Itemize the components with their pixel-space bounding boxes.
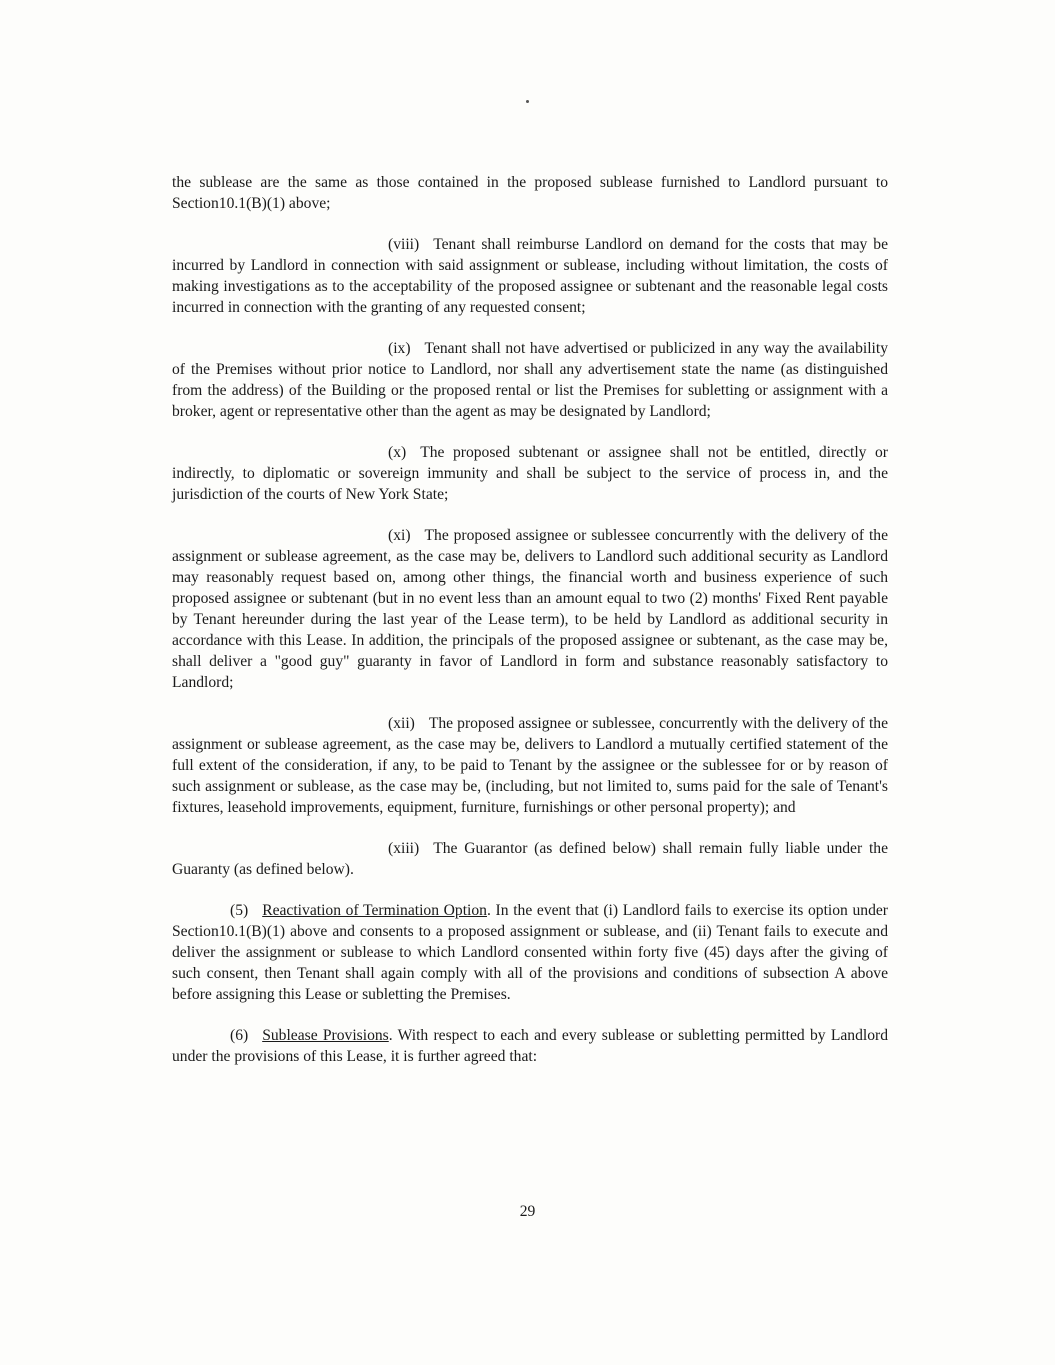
scan-speck: [526, 100, 529, 103]
clause-viii: [172, 234, 888, 318]
clause-text: Tenant shall reimburse Landlord on demand for the costs that may be incurred by Landlord in connection with said assignment or sublease, including without limitation, the costs of making investigations as to the acceptability of the proposed assignee or subtenant and the reasonable legal costs incurred in connection with the granting of any requested consent;: [172, 236, 888, 316]
clause-x: [172, 442, 888, 505]
page-number: 29: [519, 1203, 536, 1220]
clause-ix: [172, 338, 888, 422]
clause-number: (xiii): [388, 840, 420, 857]
lease-body: [172, 172, 888, 1087]
clause-number: (xii): [388, 715, 415, 732]
clause-text: The proposed assignee or sublessee concurrently with the delivery of the assignment or sublease agreement, as the case may be, delivers to Landlord such additional security as Landlord may reasonably request based on, among other things, the financial worth and business experience of such proposed assignee or subtenant (but in no event less than an amount equal to two (2) months' Fixed Rent payable by Tenant hereunder during the last year of the Lease term), to be held by Landlord as additional security in accordance with this Lease. In addition, the principals of the proposed assignee or subtenant, as the case may be, shall deliver a "good guy" guaranty in favor of Landlord in form and substance reasonably satisfactory to Landlord;: [172, 527, 888, 691]
clause-xi: [172, 525, 888, 693]
section-number: (5): [230, 902, 249, 919]
section-5: [172, 900, 888, 1005]
section-number: (6): [230, 1027, 249, 1044]
clause-xii: [172, 713, 888, 818]
clause-xiii: [172, 838, 888, 880]
section-heading: Sublease Provisions: [262, 1027, 389, 1044]
clause-text: The proposed subtenant or assignee shall not be entitled, directly or indirectly, to diplomatic or sovereign immunity and shall be subject to the service of process in, and the jurisdiction of the courts of New York State;: [172, 444, 888, 503]
clause-text: The Guarantor (as defined below) shall remain fully liable under the Guaranty (as defined below).: [172, 840, 888, 878]
clause-number: (viii): [388, 236, 420, 253]
section-text: . In the event that (i) Landlord fails to exercise its option under Section10.1(B)(1) above and consents to a proposed assignment or sublease, and (ii) Tenant fails to execute and deliver the assignment or sublease to which Landlord consented within forty five (45) days after the giving of such consent, then Tenant shall again comply with all of the provisions and conditions of subsection A above before assigning this Lease or subletting the Premises.: [172, 902, 888, 1003]
clause-text: Tenant shall not have advertised or publicized in any way the availability of the Premises without prior notice to Landlord, nor shall any advertisement state the name (as distinguished from the address) of the Building or the proposed rental or list the Premises for subletting or assignment with a broker, agent or representative other than the agent as may be designated by Landlord;: [172, 340, 888, 420]
clause-number: (xi): [388, 527, 411, 544]
opening-paragraph: the sublease are the same as those contained in the proposed sublease furnished to Landlord pursuant to Section10.1(B)(1) above;: [172, 174, 888, 212]
clause-text: The proposed assignee or sublessee, concurrently with the delivery of the assignment or sublease agreement, as the case may be, delivers to Landlord a mutually certified statement of the full extent of the consideration, if any, to be paid to Tenant by the assignee or the sublessee for or by reason of such assignment or sublease, as the case may be, (including, but not limited to, sums paid for the sale of Tenant's fixtures, leasehold improvements, equipment, furniture, furnishings or other personal property); and: [172, 715, 888, 816]
section-6: [172, 1025, 888, 1067]
section-heading: Reactivation of Termination Option: [262, 902, 487, 919]
section-text: . With respect to each and every sublease or subletting permitted by Landlord under the provisions of this Lease, it is further agreed that:: [172, 1027, 888, 1065]
clause-number: (x): [388, 444, 407, 461]
clause-number: (ix): [388, 340, 411, 357]
